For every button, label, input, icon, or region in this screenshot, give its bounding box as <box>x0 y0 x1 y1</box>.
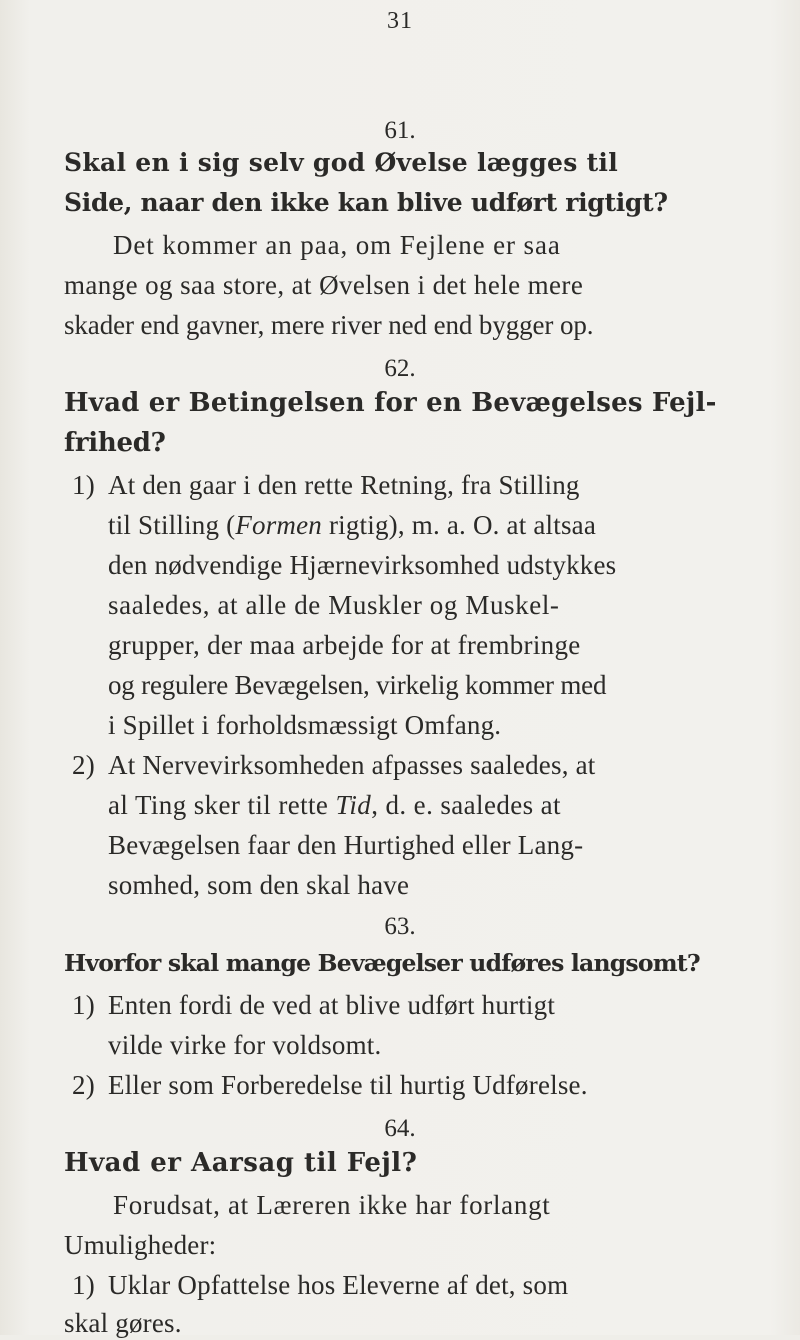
item-label: 1) <box>72 990 95 1020</box>
list-item <box>72 1068 588 1102</box>
text-span: , d. e. saaledes at <box>371 790 561 820</box>
text-line: Bevægelsen faar den Hurtighed eller Lang- <box>108 830 584 860</box>
italic-term: Formen <box>235 510 323 540</box>
question-line: frihed? <box>64 428 166 458</box>
text-line: Uklar Opfattelse hos Eleverne af det, som <box>108 1270 569 1300</box>
text-line: skader end gavner, mere river ned end bygger op. <box>64 310 594 340</box>
text-line: skal gøres. <box>64 1308 182 1338</box>
text-span: til Stilling ( <box>108 510 236 540</box>
text-span: al Ting sker til rette <box>108 790 336 820</box>
text-line: grupper, der maa arbejde for at frembringe <box>108 630 581 660</box>
page-number: 31 <box>387 8 413 34</box>
section-number: 64. <box>384 1115 416 1142</box>
item-label: 1) <box>72 1270 95 1300</box>
list-item <box>72 1268 568 1302</box>
text-line: i Spillet i forholdsmæssigt Omfang. <box>108 710 502 740</box>
text-line <box>108 788 561 822</box>
text-line: den nødvendige Hjærnevirksomhed udstykkes <box>108 550 617 580</box>
item-label: 1) <box>72 470 95 500</box>
text-line <box>108 508 596 542</box>
question-line: Hvad er Aarsag til Fejl? <box>64 1148 418 1178</box>
text-line: Eller som Forberedelse til hurtig Udførelse. <box>108 1070 588 1100</box>
text-line: og regulere Bevægelsen, virkelig kommer med <box>108 670 607 700</box>
list-item <box>72 748 595 782</box>
text-line: somhed, som den skal have <box>108 870 410 900</box>
question-line: Side, naar den ikke kan blive udført rigtigt? <box>64 188 668 217</box>
text-line: Det kommer an paa, om Fejlene er saa <box>113 230 561 260</box>
italic-term: Tid <box>335 790 372 820</box>
text-line: At Nervevirksomheden afpasses saaledes, at <box>108 750 596 780</box>
list-item <box>72 468 580 502</box>
question-line: Hvorfor skal mange Bevægelser udføres langsomt? <box>64 949 700 977</box>
text-line: Umuligheder: <box>64 1230 217 1260</box>
text-line: saaledes, at alle de Muskler og Muskel- <box>108 590 560 620</box>
section-number: 63. <box>384 913 416 940</box>
item-label: 2) <box>72 750 95 780</box>
text-line: mange og saa store, at Øvelsen i det hele mere <box>64 270 584 300</box>
text-line: Enten fordi de ved at blive udført hurtigt <box>108 990 556 1020</box>
section-number: 61. <box>384 117 416 144</box>
list-item <box>72 988 555 1022</box>
item-label: 2) <box>72 1070 95 1100</box>
text-line: Forudsat, at Læreren ikke har forlangt <box>113 1190 551 1220</box>
text-line: At den gaar i den rette Retning, fra Stilling <box>108 470 580 500</box>
question-line: Skal en i sig selv god Øvelse lægges til <box>64 148 619 177</box>
section-number: 62. <box>384 355 416 382</box>
question-line: Hvad er Betingelsen for en Bevægelses Fejl- <box>64 388 717 418</box>
text-line: vilde virke for voldsomt. <box>108 1030 382 1060</box>
text-span: rigtig), m. a. O. at altsaa <box>322 510 597 540</box>
